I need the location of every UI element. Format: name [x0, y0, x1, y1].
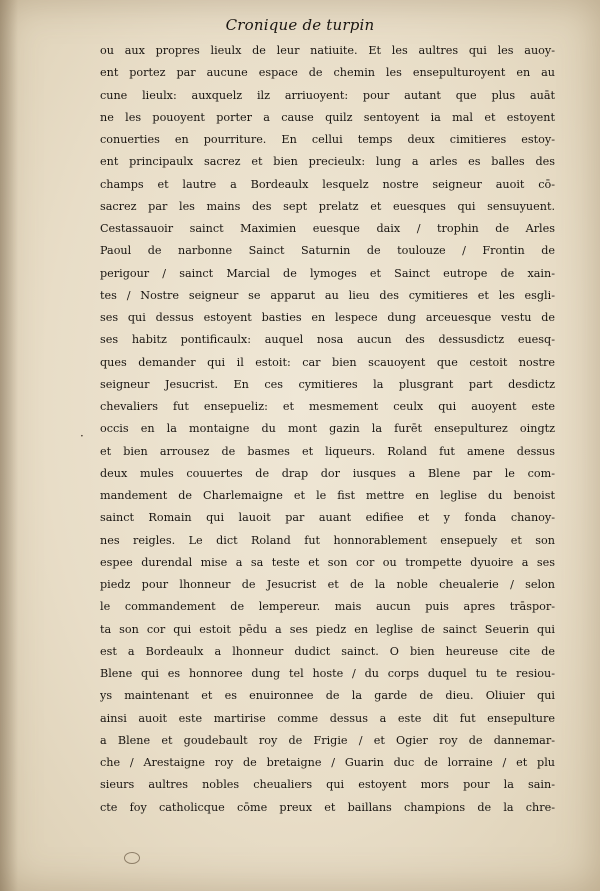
text-line: deux mules couuertes de drap dor iusques a Blene par le com- — [100, 466, 555, 480]
text-line: piedz pour lhonneur de Jesucrist et de la noble cheualerie / selon — [100, 578, 555, 591]
text-line: ses qui dessus estoyent basties en lespece dung arceuesque vestu de — [100, 311, 555, 324]
text-line: espee durendal mise a sa teste et son cor ou trompette dyuoire a ses — [100, 555, 555, 569]
text-line: che / Arestaigne roy de bretaigne / Guarin duc de lorraine / et plu — [100, 756, 555, 769]
text-line: perigour / sainct Marcial de lymoges et Sainct eutrope de xain- — [100, 266, 555, 280]
running-head: Cronique de turpin — [225, 16, 375, 34]
text-line: Blene qui es honnoree dung tel hoste / du corps duquel tu te resiou- — [100, 667, 555, 680]
text-line: sieurs aultres nobles cheualiers qui estoyent mors pour la sain- — [100, 778, 555, 792]
text-line: ques demander qui il estoit: car bien scauoyent que cestoit nostre — [100, 355, 555, 369]
text-line: le commandement de lempereur. mais aucun puis apres trāspor- — [100, 600, 555, 614]
text-line: seigneur Jesucrist. En ces cymitieres la plusgrant part desdictz — [100, 377, 555, 391]
text-line: ses habitz pontificaulx: auquel nosa aucun des dessusdictz euesq- — [100, 333, 555, 347]
text-line: nes reigles. Le dict Roland fut honnorablement ensepuely et son — [100, 533, 555, 547]
text-line: champs et lautre a Bordeaulx lesquelz nostre seigneur auoit cō- — [100, 177, 555, 191]
text-line: et bien arrousez de basmes et liqueurs. Roland fut amene dessus — [100, 444, 555, 458]
text-line: cune lieulx: auxquelz ilz arriuoyent: pour autant que plus auāt — [100, 88, 555, 102]
text-line: sainct Romain qui lauoit par auant edifiee et y fonda chanoy- — [100, 511, 555, 525]
text-line: tes / Nostre seigneur se apparut au lieu des cymitieres et les esgli- — [100, 288, 555, 302]
foot-ornament — [124, 852, 140, 864]
text-line: chevaliers fut ensepueliz: et mesmement ceulx qui auoyent este — [100, 400, 555, 413]
text-line: ent portez par aucune espace de chemin les ensepulturoyent en au — [100, 66, 555, 80]
text-line: ta son cor qui estoit pēdu a ses piedz en leglise de sainct Seuerin qui — [100, 622, 555, 636]
text-line: ys maintenant et es enuironnee de la garde de dieu. Oliuier qui — [100, 689, 555, 703]
binding-gutter-shadow — [0, 0, 18, 891]
text-line: conuerties en pourriture. En cellui temps deux cimitieres estoy- — [100, 133, 555, 146]
text-line: mandement de Charlemaigne et le fist mettre en leglise du benoist — [100, 489, 555, 502]
text-line: ent principaulx sacrez et bien precieulx: lung a arles es balles des — [100, 155, 555, 169]
text-line: sacrez par les mains des sept prelatz et euesques qui sensuyuent. — [100, 199, 555, 213]
text-line: cte foy catholicque cōme preux et baillans champions de la chre- — [100, 800, 555, 814]
text-line: Paoul de narbonne Sainct Saturnin de toulouze / Frontin de — [100, 244, 555, 258]
text-line: Cestassauoir sainct Maximien euesque daix / trophin de Arles — [100, 222, 555, 235]
text-line: ne les pouoyent porter a cause quilz sentoyent ia mal et estoyent — [100, 110, 555, 124]
text-block — [100, 40, 555, 819]
text-line: a Blene et goudebault roy de Frigie / et Ogier roy de dannemar- — [100, 733, 555, 747]
margin-mark: · — [80, 429, 84, 443]
text-line: est a Bordeaulx a lhonneur dudict sainct. O bien heureuse cite de — [100, 644, 555, 658]
text-line: occis en la montaigne du mont gazin la furēt ensepulturez oingtz — [100, 422, 555, 436]
text-line: ou aux propres lieulx de leur natiuite. Et les aultres qui les auoy- — [100, 44, 555, 57]
text-line: ainsi auoit este martirise comme dessus a este dit fut ensepulture — [100, 711, 555, 725]
